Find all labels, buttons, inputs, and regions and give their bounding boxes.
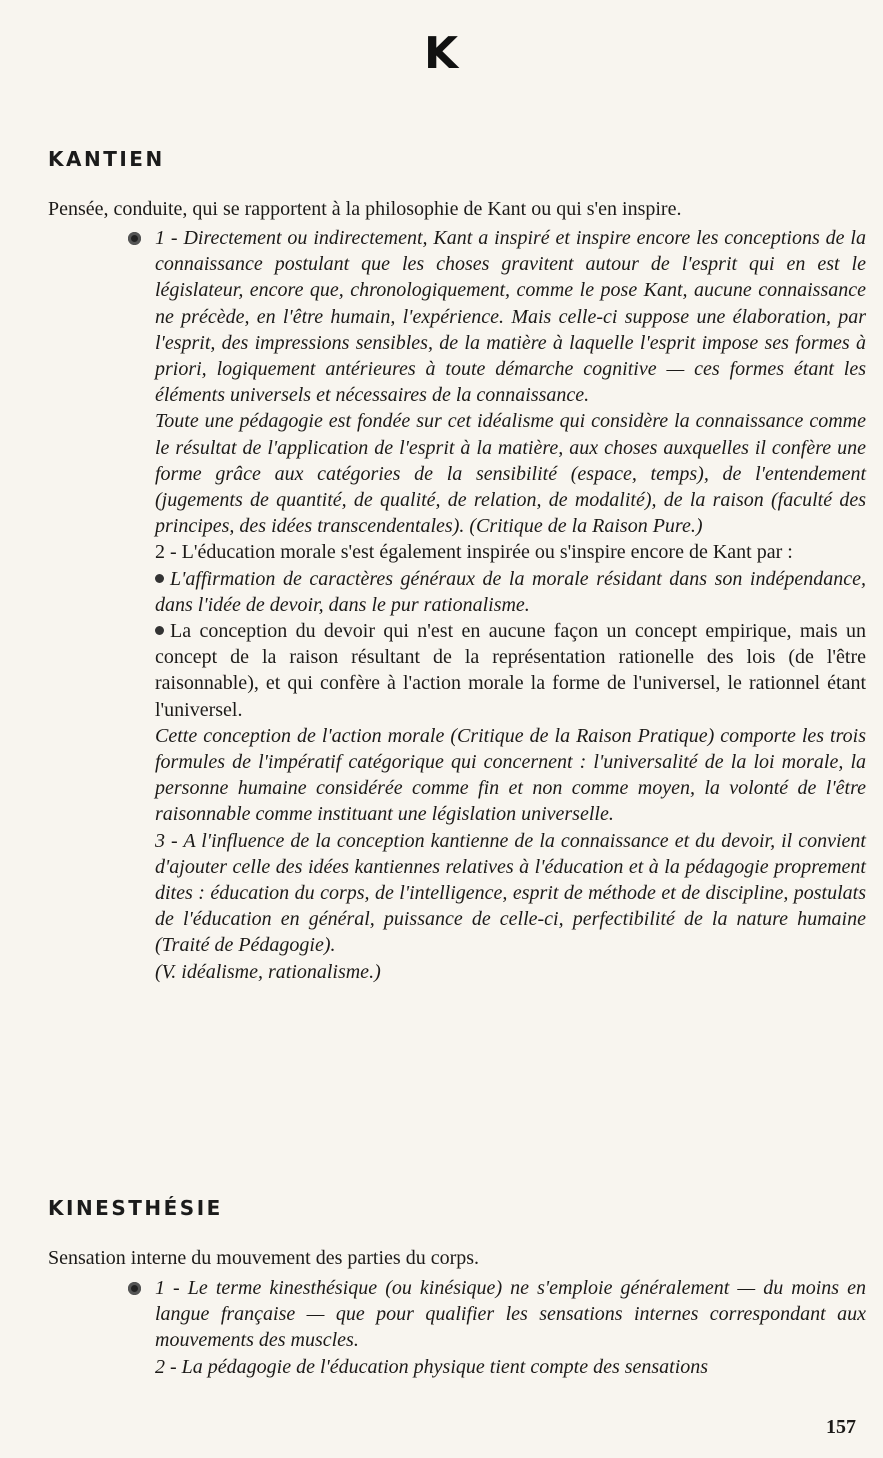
- entry-term-kinesthesie: KINESTHÉSIE: [48, 1196, 223, 1220]
- bullet-icon: [128, 1282, 141, 1295]
- small-bullet-icon: [155, 574, 164, 583]
- paragraph: Cette conception de l'action morale (Critique de la Raison Pratique) comporte les trois formules de l'impératif catégorique qui concernent : l'universalité de la loi morale, la personne humaine considérée comme fin et non comme moyen, la volonté de l'être raisonnable comme instituant une législation universelle.: [155, 724, 866, 826]
- entry-definition: Sensation interne du mouvement des parties du corps.: [48, 1247, 480, 1269]
- paragraph-text: L'affirmation de caractères généraux de la morale résidant dans son indépendance, dans l'idée de devoir, dans le pur rationalisme.: [155, 567, 866, 616]
- entry-term-kantien: KANTIEN: [48, 147, 165, 171]
- paragraph: 3 - A l'influence de la conception kantienne de la connaissance et du devoir, il convient d'ajouter celle des idées kantiennes relatives à l'éducation et à la pédagogie proprement dites : éducation du corps, de l'intelligence, esprit de méthode et de discipline, postulats de l'éducation en général, puissance de celle-ci, perfectibilité de la nature humaine (Traité de Pédagogie).: [155, 829, 866, 957]
- small-bullet-icon: [155, 626, 164, 635]
- paragraph: 2 - L'éducation morale s'est également inspirée ou s'inspire encore de Kant par :: [155, 541, 793, 564]
- paragraph: 1 - Directement ou indirectement, Kant a inspiré et inspire encore les conceptions de la connaissance postulant que les choses gravitent autour de l'esprit qui en est le législateur, encore que, chronologiquement, comme le pose Kant, aucune connaissance ne précède, en l'être humain, l'expérience. Mais celle-ci suppose une élaboration, par l'esprit, des impressions sensibles, de la matière à laquelle l'esprit impose ses formes à priori, logiquement antérieures à toute démarche cognitive — ces formes étant les éléments universels et nécessaires de la connaissance.: [155, 227, 866, 407]
- paragraph-bullet: [155, 618, 866, 723]
- paragraph: Toute une pédagogie est fondée sur cet idéalisme qui considère la connaissance comme le résultat de l'application de l'esprit à la matière, aux choses auxquelles il confère une forme grâce aux catégories de la sensibilité (espace, temps), de l'entendement (jugements de quantité, de qualité, de relation, de modalité), de la raison (faculté des principes, des idées transcendentales). (Critique de la Raison Pure.): [155, 410, 866, 538]
- page-number: 157: [826, 1416, 856, 1438]
- paragraph: 2 - La pédagogie de l'éducation physique tient compte des sensations: [155, 1355, 709, 1378]
- paragraph-text: La conception du devoir qui n'est en aucune façon un concept empirique, mais un concept de la raison résultant de la représentation rationelle des lois (de l'être raisonnable), et qui confère à l'action morale la forme de l'universel, le rationnel étant l'universel.: [155, 620, 866, 721]
- bullet-icon: [128, 232, 141, 245]
- entry-body-kinesthesie: [155, 1275, 866, 1380]
- section-letter: K: [423, 28, 460, 79]
- paragraph-bullet: [155, 566, 866, 618]
- paragraph: 1 - Le terme kinesthésique (ou kinésique) ne s'emploie généralement — du moins en langue française — que pour qualifier les sensations internes correspondant aux mouvements des muscles.: [155, 1277, 866, 1352]
- entry-definition: Pensée, conduite, qui se rapportent à la philosophie de Kant ou qui s'en inspire.: [48, 198, 682, 220]
- entry-body-kantien: [155, 225, 866, 985]
- cross-reference: (V. idéalisme, rationalisme.): [155, 960, 381, 983]
